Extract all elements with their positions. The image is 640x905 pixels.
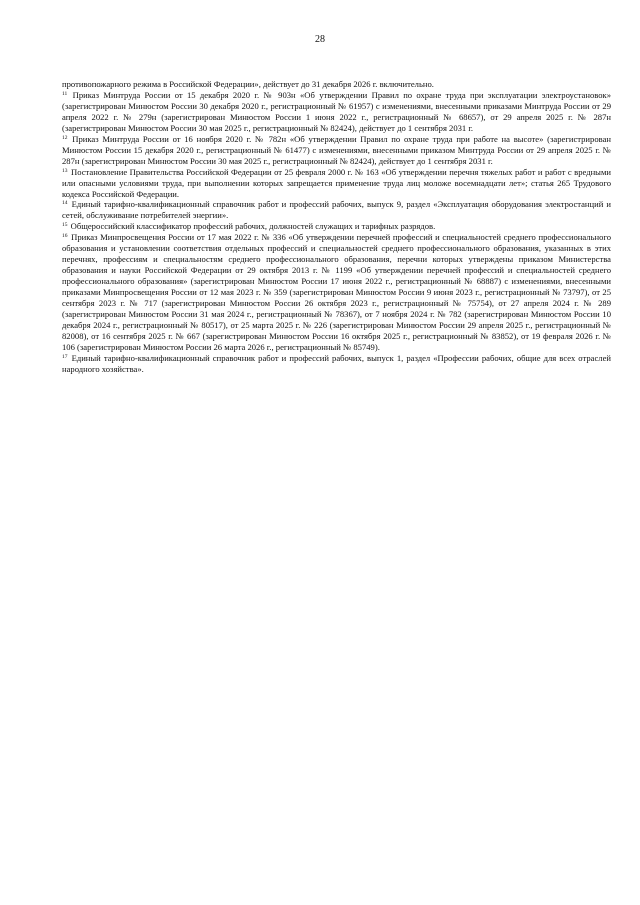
footnote-15 — [62, 221, 611, 232]
footnote-number: 15 — [62, 222, 68, 229]
footnote-text: Единый тарифно-квалификационный справочник работ и профессий рабочих, выпуск 1, раздел «Профессии рабочих, общие для всех отраслей народного хозяйства». — [62, 352, 611, 374]
footnote-number: 17 — [62, 353, 68, 360]
page-number: 28 — [315, 34, 325, 45]
footnote-text: Постановление Правительства Российской Федерации от 25 февраля 2000 г. № 163 «Об утверждении перечня тяжелых работ и работ с вредными или опасными условиями труда, при выполнении которых запрещается применение труда лиц моложе восемнадцати лет»; статья 265 Трудового кодекса Российской Федерации. — [62, 166, 611, 199]
footnote-text: Общероссийский классификатор профессий рабочих, должностей служащих и тарифных разрядов. — [70, 221, 436, 232]
footnote-text: Приказ Минтруда России от 16 ноября 2020 г. № 782н «Об утверждении Правил по охране труда при работе на высоте» (зарегистрирован Минюстом России 15 декабря 2020 г., регистрационный № 61477) с изменениями, внесенными приказом Минтруда России от 29 апреля 2025 г. № 287н (зарегистрирован Минюстом России 30 мая 2025 г., регистрационный № 82424), действует до 1 сентября 2031 г. — [62, 133, 611, 166]
footnote-13 — [62, 167, 611, 200]
footnote-number: 11 — [62, 90, 68, 97]
footnote-text: противопожарного режима в Российской Федерации», действует до 31 декабря 2026 г. включительно. — [62, 79, 434, 89]
footnote-14 — [62, 199, 611, 221]
footnote-text: Приказ Минпросвещения России от 17 мая 2022 г. № 336 «Об утверждении перечней профессий и специальностей среднего профессионального образования и установлении соответствия отдельных профессий и специальностей среднего профессионального образования, указанных в этих перечнях, профессиям и специальностям среднего профессионального образования, перечни которых утверждены приказом Министерства образования и науки Российской Федерации от 29 октября 2013 г. № 1199 «Об утверждении перечней профессий и специальностей среднего профессионального образования» (зарегистрирован Минюстом России 17 июня 2022 г., регистрационный № 68887) с изменениями, внесенными приказами Минпросвещения России от 12 мая 2023 г. № 359 (зарегистрирован Минюстом России 9 июня 2023 г., регистрационный № 73797), от 25 сентября 2023 г. № 717 (зарегистрирован Минюстом России 26 октября 2023 г., регистрационный № 75754), от 27 апреля 2024 г. № 289 (зарегистрирован Минюстом России 31 мая 2024 г., регистрационный № 78367), от 7 ноября 2024 г. № 782 (зарегистрирован Минюстом России 10 декабря 2024 г., регистрационный № 80517), от 25 марта 2025 г. № 226 (зарегистрирован Минюстом России 29 апреля 2025 г., регистрационный № 82008), от 16 сентября 2025 г. № 667 (зарегистрирован Минюстом России 16 октября 2025 г., регистрационный № 83852), от 19 февраля 2026 г. № 106 (зарегистрирован Минюстом России 26 марта 2026 г., регистрационный № 85749). — [62, 232, 611, 352]
footnote-17 — [62, 353, 611, 375]
footnote-12 — [62, 134, 611, 167]
footnote-number: 16 — [62, 233, 68, 240]
footnote-text: Единый тарифно-квалификационный справочник работ и профессий рабочих, выпуск 9, раздел «Эксплуатация оборудования электростанций и сетей, обслуживание потребителей энергии». — [62, 199, 611, 221]
footnote-number: 13 — [62, 167, 68, 174]
footnotes — [62, 79, 611, 375]
footnote-number: 12 — [62, 134, 68, 141]
footnote-number: 14 — [62, 200, 68, 207]
footnote-continuation — [62, 79, 611, 90]
footnote-text: Приказ Минтруда России от 15 декабря 2020 г. № 903н «Об утверждении Правил по охране труда при эксплуатации электроустановок» (зарегистрирован Минюстом России 30 декабря 2020 г., регистрационный № 61957) с изменениями, внесенными приказами Минтруда России от 29 апреля 2022 г. № 279н (зарегистрирован Минюстом России 1 июня 2022 г., регистрационный № 68657), от 29 апреля 2025 г. № 287н (зарегистрирован Минюстом России 30 мая 2025 г., регистрационный № 82424), действует до 1 сентября 2031 г. — [62, 89, 612, 133]
footnote-11 — [62, 90, 611, 134]
footnote-16 — [62, 232, 611, 352]
